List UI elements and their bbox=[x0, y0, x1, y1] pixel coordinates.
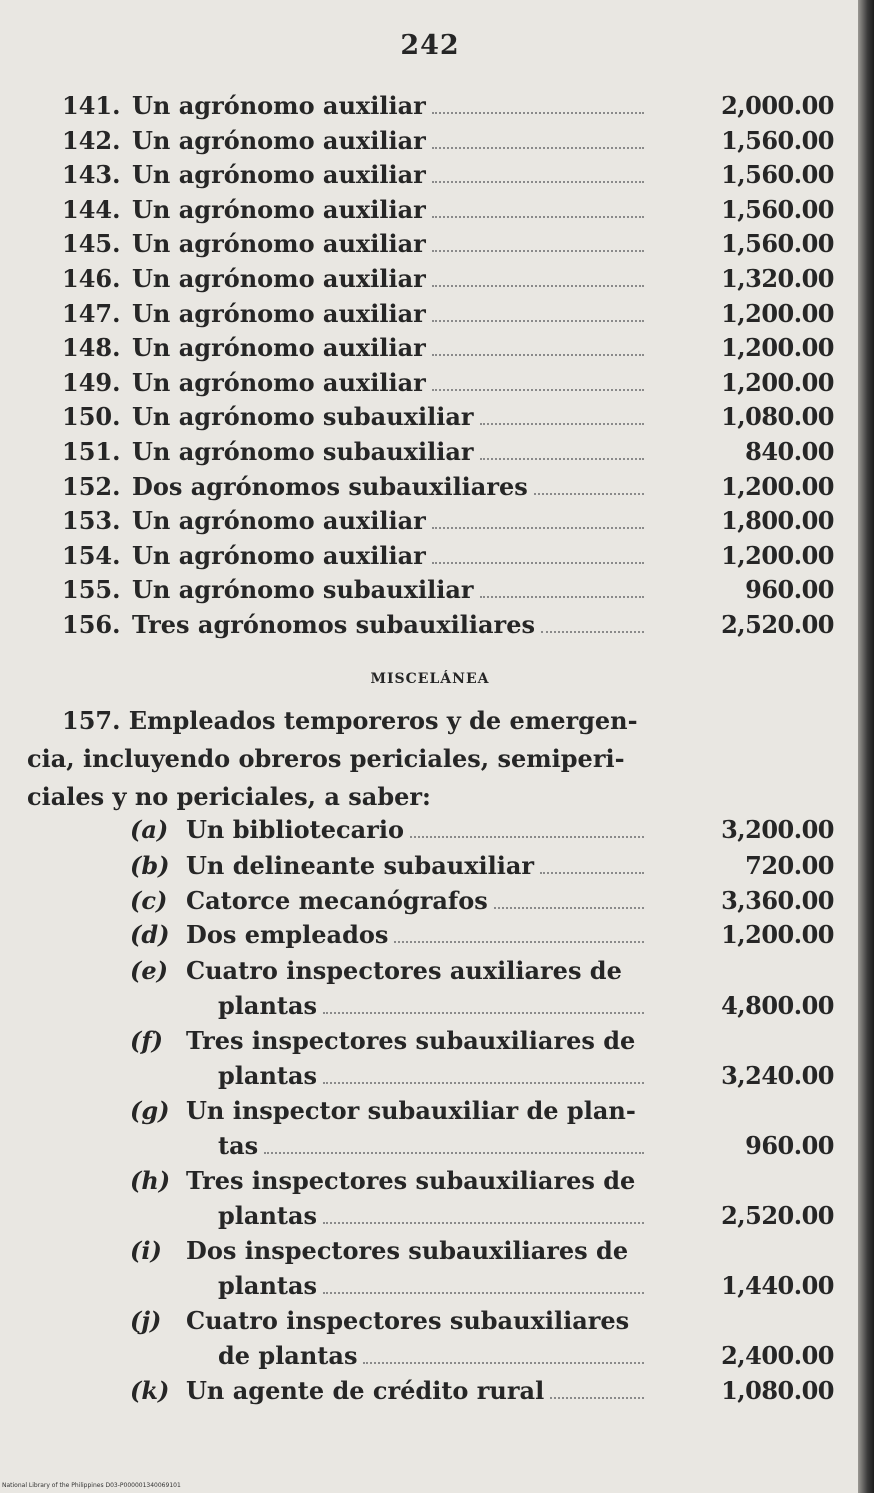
item-description: Un agrónomo auxiliar bbox=[132, 540, 426, 570]
subitem-letter: (j) bbox=[130, 1306, 162, 1335]
item-amount: 960.00 bbox=[745, 575, 834, 605]
item-description: Un agrónomo auxiliar bbox=[132, 229, 426, 259]
subitem-description: Un inspector subauxiliar de plan- bbox=[186, 1096, 636, 1125]
item-row bbox=[0, 261, 860, 297]
subitem-continuation bbox=[0, 1338, 860, 1374]
subitem-amount: 720.00 bbox=[745, 851, 834, 880]
subitem-row bbox=[0, 1233, 860, 1269]
item-description: Un agrónomo auxiliar bbox=[132, 160, 426, 190]
item-row bbox=[0, 226, 860, 262]
item-amount: 1,560.00 bbox=[721, 160, 834, 190]
item-number: 146. bbox=[62, 264, 121, 293]
subitem-amount: 3,240.00 bbox=[721, 1061, 834, 1090]
subitem-description-continued: tas bbox=[218, 1131, 259, 1160]
item-description: Un agrónomo auxiliar bbox=[132, 194, 426, 224]
subitem-description: Dos empleados bbox=[186, 920, 389, 949]
paragraph-line-1: 157. Empleados temporeros y de emergen- bbox=[62, 706, 638, 735]
item-row bbox=[0, 469, 860, 505]
leader-dots bbox=[480, 423, 644, 425]
subitem-amount: 4,800.00 bbox=[721, 991, 834, 1020]
item-row bbox=[0, 330, 860, 366]
subitem-row bbox=[0, 1303, 860, 1339]
subitem-description: Un agente de crédito rural bbox=[186, 1376, 545, 1405]
subitem-row bbox=[0, 1023, 860, 1059]
item-description: Un agrónomo auxiliar bbox=[132, 91, 426, 120]
subitem-description: Tres inspectores subauxiliares de bbox=[186, 1026, 636, 1055]
subitem-row bbox=[0, 1163, 860, 1199]
item-row bbox=[0, 123, 860, 159]
item-row bbox=[0, 503, 860, 539]
item-amount: 1,560.00 bbox=[721, 229, 834, 259]
item-number: 144. bbox=[62, 194, 121, 224]
subitem-row bbox=[0, 1373, 860, 1409]
item-row bbox=[0, 607, 860, 643]
subitem-description: Tres inspectores subauxiliares de bbox=[186, 1166, 636, 1195]
subitem-continuation bbox=[0, 1268, 860, 1304]
leader-dots bbox=[264, 1152, 644, 1154]
item-amount: 1,560.00 bbox=[721, 125, 834, 155]
subitem-amount: 2,400.00 bbox=[721, 1341, 834, 1370]
subitem-description-continued: plantas bbox=[218, 1061, 318, 1090]
item-row bbox=[0, 192, 860, 228]
leader-dots bbox=[432, 285, 644, 287]
subitem-description: Un delineante subauxiliar bbox=[186, 851, 535, 880]
subitem-row bbox=[0, 1093, 860, 1129]
leader-dots bbox=[432, 181, 644, 183]
leader-dots bbox=[432, 389, 644, 391]
subitem-letter: (g) bbox=[130, 1096, 170, 1125]
leader-dots bbox=[432, 354, 644, 356]
item-amount: 1,320.00 bbox=[721, 264, 834, 293]
subitem-amount: 3,200.00 bbox=[721, 815, 834, 844]
leader-dots bbox=[323, 1292, 644, 1294]
item-row bbox=[0, 88, 860, 124]
leader-dots bbox=[323, 1082, 644, 1084]
item-description: Un agrónomo subauxiliar bbox=[132, 437, 474, 466]
item-number: 145. bbox=[62, 229, 121, 259]
item-amount: 1,080.00 bbox=[721, 402, 834, 432]
item-row bbox=[0, 434, 860, 470]
subitem-description-continued: plantas bbox=[218, 991, 318, 1020]
item-description: Un agrónomo auxiliar bbox=[132, 298, 426, 328]
leader-dots bbox=[410, 836, 644, 838]
item-number: 148. bbox=[62, 333, 121, 363]
item-amount: 1,200.00 bbox=[721, 367, 834, 397]
item-number: 156. bbox=[62, 610, 121, 639]
leader-dots bbox=[540, 872, 644, 874]
subitem-amount: 3,360.00 bbox=[721, 886, 834, 915]
item-description: Un agrónomo auxiliar bbox=[132, 367, 426, 397]
subitem-continuation bbox=[0, 1198, 860, 1234]
item-amount: 2,520.00 bbox=[721, 610, 834, 639]
leader-dots bbox=[534, 493, 644, 495]
subitem-letter: (f) bbox=[130, 1026, 164, 1055]
subitem-row bbox=[0, 848, 860, 884]
subitem-row bbox=[0, 917, 860, 953]
item-description: Un agrónomo subauxiliar bbox=[132, 575, 474, 605]
item-amount: 840.00 bbox=[745, 437, 834, 466]
item-row bbox=[0, 399, 860, 435]
item-number: 147. bbox=[62, 298, 121, 328]
leader-dots bbox=[323, 1012, 644, 1014]
leader-dots bbox=[432, 562, 644, 564]
item-number: 141. bbox=[62, 91, 121, 120]
item-row bbox=[0, 538, 860, 574]
subitem-amount: 1,080.00 bbox=[721, 1376, 834, 1405]
item-row bbox=[0, 157, 860, 193]
subitem-row bbox=[0, 812, 860, 848]
subitem-description: Cuatro inspectores auxiliares de bbox=[186, 956, 622, 985]
subitem-description-continued: de plantas bbox=[218, 1341, 358, 1370]
page-number: 242 bbox=[400, 30, 460, 61]
item-amount: 1,200.00 bbox=[721, 298, 834, 328]
subitem-description-continued: plantas bbox=[218, 1201, 318, 1230]
item-number: 143. bbox=[62, 160, 121, 190]
subitem-row bbox=[0, 953, 860, 989]
item-description: Un agrónomo auxiliar bbox=[132, 125, 426, 155]
subitem-letter: (d) bbox=[130, 920, 170, 949]
leader-dots bbox=[480, 458, 644, 460]
leader-dots bbox=[432, 320, 644, 322]
subitem-description: Catorce mecanógrafos bbox=[186, 886, 488, 915]
leader-dots bbox=[432, 216, 644, 218]
item-amount: 1,800.00 bbox=[721, 506, 834, 536]
item-amount: 1,200.00 bbox=[721, 540, 834, 570]
item-row bbox=[0, 365, 860, 401]
subitem-amount: 1,200.00 bbox=[721, 920, 834, 949]
leader-dots bbox=[432, 250, 644, 252]
leader-dots bbox=[541, 631, 644, 633]
leader-dots bbox=[323, 1222, 644, 1224]
subitem-amount: 2,520.00 bbox=[721, 1201, 834, 1230]
subitem-letter: (e) bbox=[130, 956, 168, 985]
item-number: 151. bbox=[62, 437, 121, 466]
subitem-amount: 1,440.00 bbox=[721, 1271, 834, 1300]
page-edge-shadow bbox=[858, 0, 874, 1493]
item-description: Un agrónomo subauxiliar bbox=[132, 402, 474, 432]
subitem-letter: (i) bbox=[130, 1236, 162, 1265]
item-description: Un agrónomo auxiliar bbox=[132, 506, 426, 536]
subitem-row bbox=[0, 883, 860, 919]
leader-dots bbox=[394, 941, 644, 943]
leader-dots bbox=[432, 112, 644, 114]
item-number: 142. bbox=[62, 125, 121, 155]
subitem-letter: (h) bbox=[130, 1166, 171, 1195]
subitem-letter: (a) bbox=[130, 815, 169, 844]
leader-dots bbox=[494, 907, 644, 909]
subitem-continuation bbox=[0, 988, 860, 1024]
subitem-letter: (k) bbox=[130, 1376, 170, 1405]
item-description: Un agrónomo auxiliar bbox=[132, 333, 426, 363]
item-number: 152. bbox=[62, 471, 121, 501]
paragraph-line-3: ciales y no periciales, a saber: bbox=[27, 782, 431, 811]
item-description: Un agrónomo auxiliar bbox=[132, 264, 426, 293]
subitem-letter: (b) bbox=[130, 851, 170, 880]
leader-dots bbox=[432, 527, 644, 529]
item-amount: 1,200.00 bbox=[721, 333, 834, 363]
item-row bbox=[0, 296, 860, 332]
section-heading: MISCELÁNEA bbox=[370, 671, 490, 687]
item-description: Tres agrónomos subauxiliares bbox=[132, 610, 535, 639]
item-row bbox=[0, 572, 860, 608]
item-amount: 1,560.00 bbox=[721, 194, 834, 224]
subitem-description-continued: plantas bbox=[218, 1271, 318, 1300]
item-number: 153. bbox=[62, 506, 121, 536]
subitem-description: Dos inspectores subauxiliares de bbox=[186, 1236, 629, 1265]
leader-dots bbox=[480, 596, 644, 598]
leader-dots bbox=[550, 1397, 644, 1399]
footer-credit: National Library of the Philippines D03-P000001340069101 bbox=[2, 1482, 181, 1489]
item-description: Dos agrónomos subauxiliares bbox=[132, 471, 528, 501]
leader-dots bbox=[432, 147, 644, 149]
subitem-continuation bbox=[0, 1128, 860, 1164]
item-amount: 2,000.00 bbox=[721, 91, 834, 120]
item-number: 149. bbox=[62, 367, 121, 397]
subitem-description: Un bibliotecario bbox=[186, 815, 404, 844]
item-amount: 1,200.00 bbox=[721, 471, 834, 501]
subitem-letter: (c) bbox=[130, 886, 168, 915]
item-number: 150. bbox=[62, 402, 121, 432]
item-number: 154. bbox=[62, 540, 121, 570]
subitem-amount: 960.00 bbox=[745, 1131, 834, 1160]
item-number: 155. bbox=[62, 575, 121, 605]
subitem-description: Cuatro inspectores subauxiliares bbox=[186, 1306, 630, 1335]
leader-dots bbox=[363, 1362, 644, 1364]
subitem-continuation bbox=[0, 1058, 860, 1094]
paragraph-line-2: cia, incluyendo obreros periciales, semiperi- bbox=[27, 744, 625, 773]
